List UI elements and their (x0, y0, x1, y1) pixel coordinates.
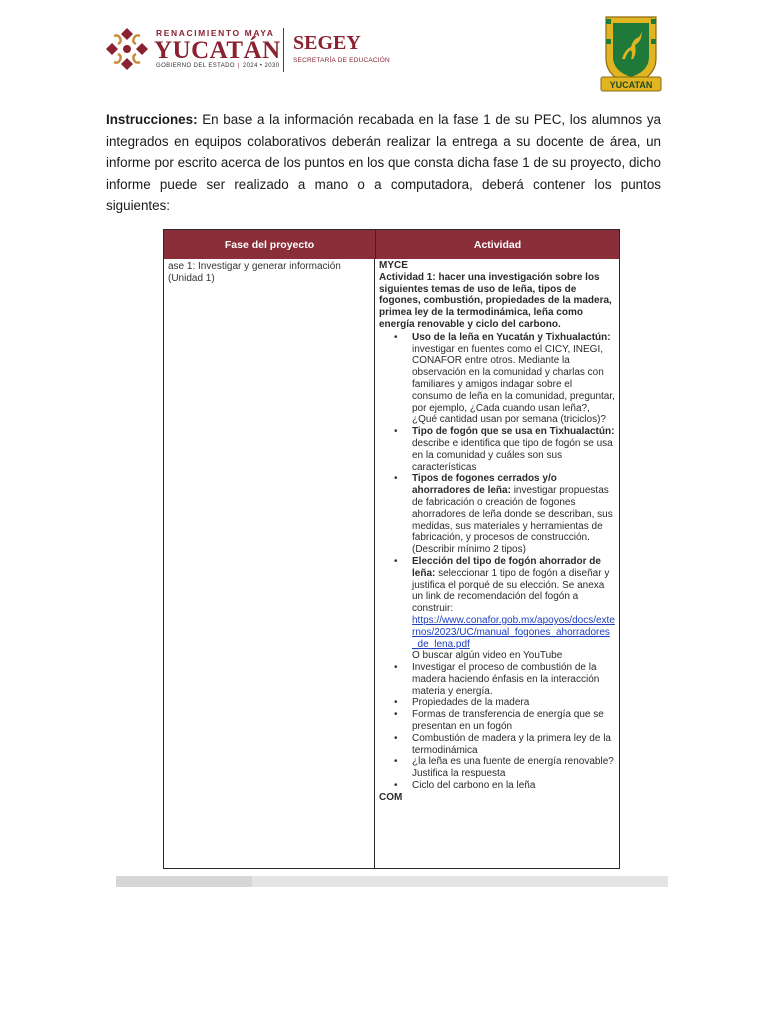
activity-cell (375, 259, 619, 868)
list-item: • Investigar el proceso de combustión de la madera haciendo énfasis en la interacción materia y energía. (412, 662, 615, 697)
brand-government-line: GOBIERNO DEL ESTADO | 2024 • 2030 (156, 63, 280, 69)
shield-label: YUCATAN (609, 80, 653, 90)
list-item: • Propiedades de la madera (412, 697, 615, 709)
list-item: • Ciclo del carbono en la leña (412, 780, 615, 792)
instructions-lead: Instrucciones: (106, 112, 198, 127)
list-item: • Tipo de fogón que se usa en Tixhualactún: describe e identifica que tipo de fogón se usa en la comunidad y cuáles son sus características (412, 426, 615, 473)
project-phase-table (163, 229, 620, 869)
header-divider (283, 28, 284, 72)
list-item: • Uso de la leña en Yucatán y Tixhualactún: investigar en fuentes como el CICY, INEGI, CONAFOR entre otros. Mediante la observación en la comunidad y charlas con familiares y amigos indagar sobre el consumo de leña en la comunidad, preguntar, por ejemplo, ¿Cada cuando usan leña?, ¿Qué cantidad usan por semana (triciclos)? (412, 332, 615, 426)
list-item: • Formas de transferencia de energía que se presentan en un fogón (412, 709, 615, 733)
column-header-activity: Actividad (473, 238, 522, 251)
horizontal-scrollbar[interactable] (116, 876, 668, 887)
brand-name: YUCATÁN (154, 37, 281, 64)
list-item: • Combustión de madera y la primera ley de la termodinámica (412, 733, 615, 757)
phase-cell: ase 1: Investigar y generar información (Unidad 1) (164, 259, 375, 868)
conafor-manual-link[interactable]: https://www.conafor.gob.mx/apoyos/docs/externos/2023/UC/manual_fogones_ahorradores_de_lena.pdf (412, 614, 615, 650)
instructions-paragraph (106, 109, 661, 217)
list-item: • Tipos de fogones cerrados y/o ahorradores de leña: investigar propuestas de fabricación o creación de fogones ahorradores de leña donde se describan, sus medidas, sus materiales y herramientas de fabricación, y procesos de construcción. (Describir mínimo 2 tipos) (412, 473, 615, 556)
list-item: • Elección del tipo de fogón ahorrador de leña: seleccionar 1 tipo de fogón a diseñar y justifica el porqué de su elección. Se anexa un link de recomendación del fogón a construir: https://www.conafor.gob.mx/apoyos/docs/externos/2023/UC/manual_fogones_ahorradores_de_lena.pdf O buscar algún video en YouTube (412, 556, 615, 662)
column-header-phase: Fase del proyecto (164, 230, 376, 259)
table-header-row (164, 230, 619, 259)
yucatan-mayan-glyph-icon (104, 26, 150, 72)
yucatan-coat-of-arms-icon (600, 9, 662, 93)
document-header (0, 0, 768, 100)
brand-tagline: RENACIMIENTO MAYA (156, 28, 275, 38)
list-item: • ¿la leña es una fuente de energía renovable? Justifica la respuesta (412, 756, 615, 780)
segey-title: SEGEY (293, 32, 361, 54)
scrollbar-thumb[interactable] (116, 876, 252, 887)
activity-list (379, 332, 615, 792)
table-row (164, 259, 619, 868)
tag-com: COM (379, 791, 403, 803)
tag-myce: MYCE (379, 260, 408, 271)
instructions-text: En base a la información recabada en la fase 1 de su PEC, los alumnos ya integrados en equipos colaborativos deberán realizar la entrega a su docente de área, un informe por escrito acerca de los puntos en los que consta dicha fase 1 de su proyecto, dicho informe puede ser realizado a mano o a computadora, deberá contener los puntos siguientes: (106, 112, 661, 213)
activity-title: Actividad 1: hacer una investigación sobre los siguientes temas de uso de leña, tipos de fogones, combustión, propiedades de la madera, primea ley de la termodinámica, leña como energía renovable y ciclo del carbono. (379, 271, 612, 330)
segey-subtitle: SECRETARÍA DE EDUCACIÓN (293, 57, 390, 64)
